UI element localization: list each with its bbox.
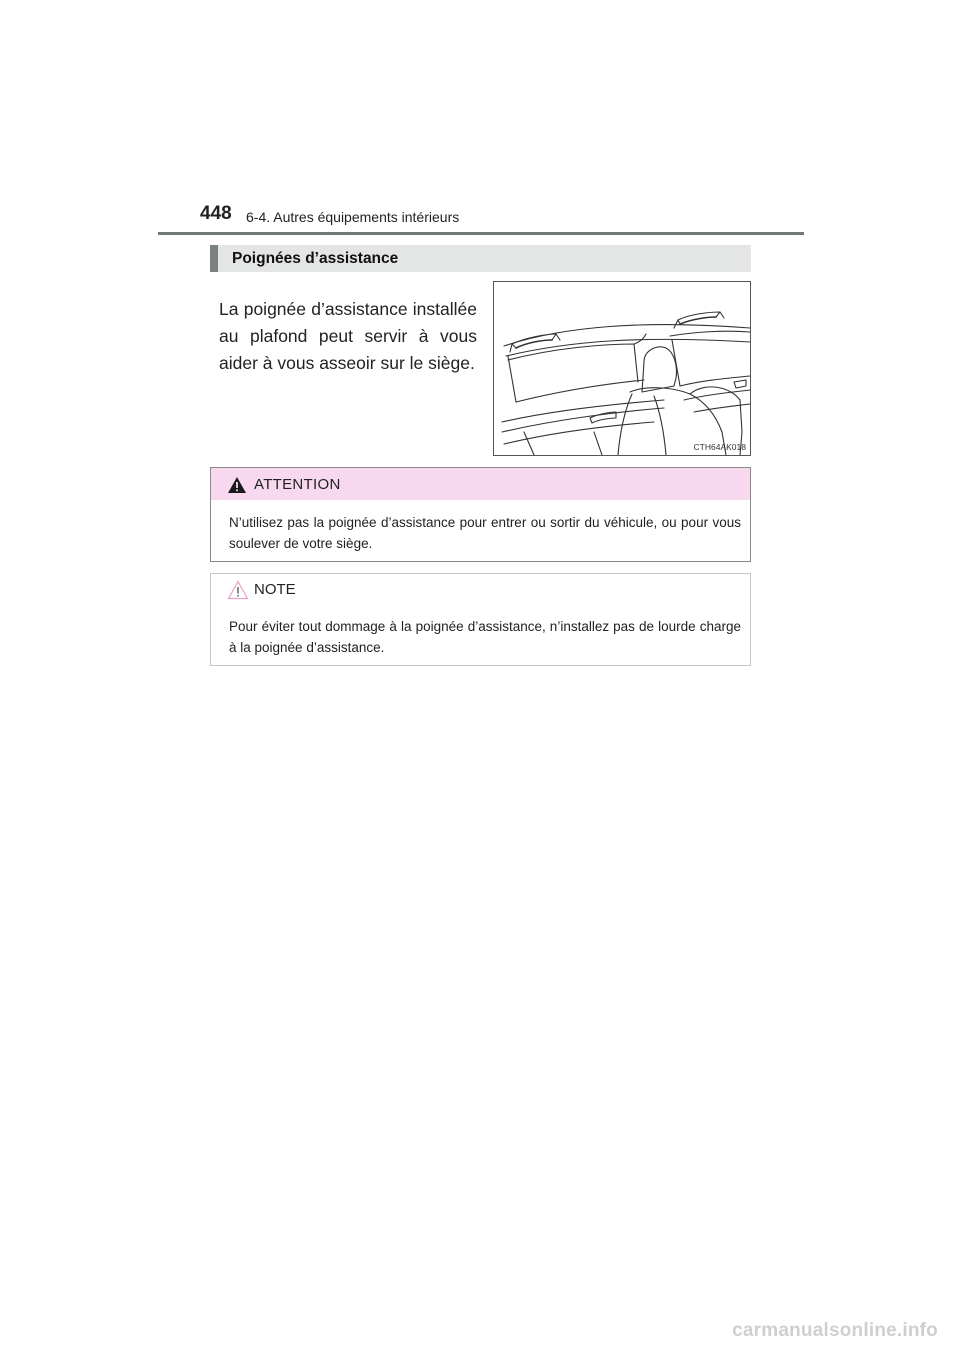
interior-drawing (494, 282, 750, 455)
note-text: Pour éviter tout dommage à la poignée d’assistance, n’installez pas de lourde charge à la poignée d’assistance. (229, 619, 741, 655)
note-box (210, 573, 751, 666)
attention-label: ATTENTION (254, 476, 341, 493)
note-label: NOTE (254, 581, 296, 598)
page-number: 448 (200, 203, 232, 224)
warning-triangle-outline-icon (227, 580, 249, 605)
warning-triangle-filled-icon (227, 476, 247, 499)
running-head: 6-4. Autres équipements intérieurs (246, 209, 460, 225)
section-header (210, 245, 751, 272)
watermark: carmanualsonline.info (732, 1320, 938, 1341)
attention-header (211, 468, 750, 500)
figure-code: CTH64AK018 (693, 442, 746, 452)
attention-box (210, 467, 751, 562)
assist-grip-illustration (493, 281, 751, 456)
attention-text: N’utilisez pas la poignée d’assistance pour entrer ou sortir du véhicule, ou pour vous soulever de votre siège. (229, 515, 741, 551)
section-title: Poignées d’assistance (232, 250, 399, 267)
header-rule (158, 232, 804, 235)
section-body-text: La poignée d’assistance installée au plafond peut servir à vous aider à vous asseoir sur le siège. (219, 299, 477, 373)
